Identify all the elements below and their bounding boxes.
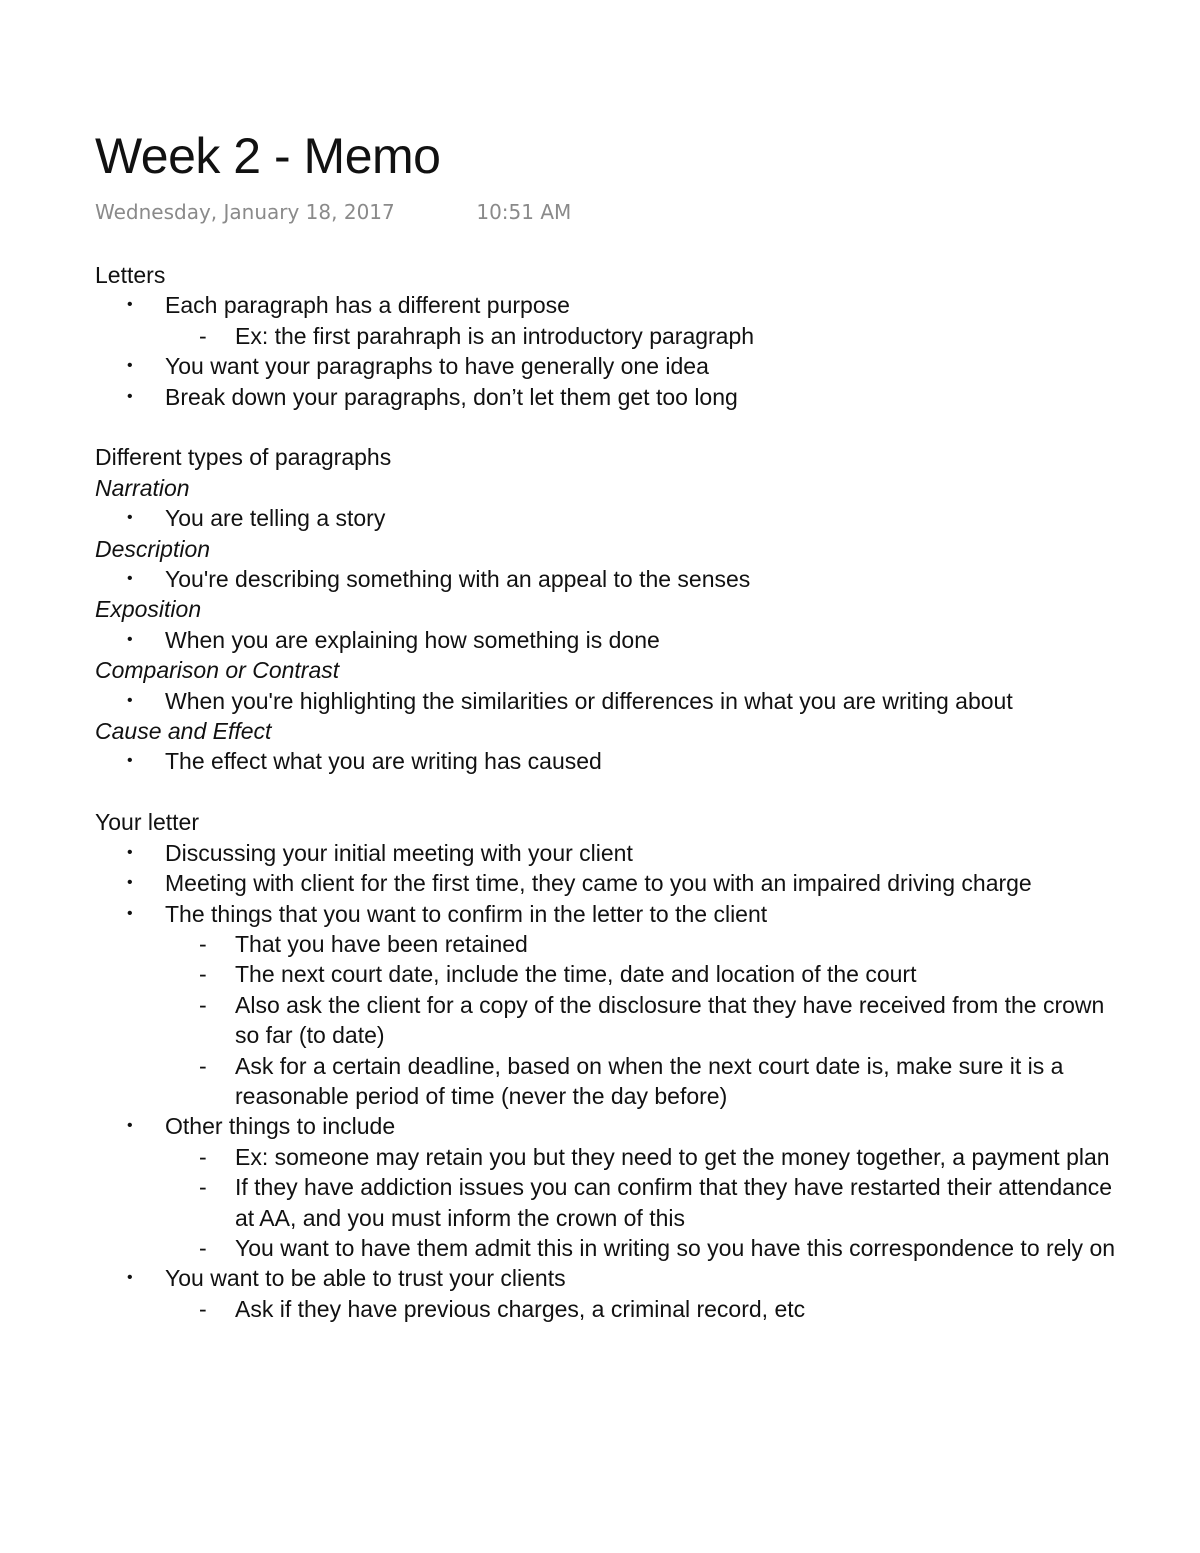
dash-icon: -	[199, 1295, 207, 1322]
sub-list	[165, 321, 1125, 351]
list-item-text: You're describing something with an appeal to the senses	[165, 566, 751, 593]
note-date: Wednesday, January 18, 2017	[95, 200, 395, 224]
subheading-description: Description	[95, 535, 211, 562]
bullet-icon: •	[127, 357, 133, 375]
sub-list-item	[165, 1233, 1125, 1263]
sub-list-item-text: Also ask the client for a copy of the disclosure that they have received from the crown so far (to date)	[235, 991, 1105, 1049]
list-item-text: Meeting with client for the first time, they came to you with an impaired driving charge	[165, 870, 1032, 897]
list-item	[95, 351, 1125, 381]
sub-list-item-text: Ask for a certain deadline, based on when the next court date is, make sure it is a reasonable period of time (never the day before)	[235, 1052, 1064, 1109]
subheading-comparison: Comparison or Contrast	[95, 657, 340, 684]
dash-icon: -	[199, 1234, 207, 1261]
sub-list-item	[165, 959, 1125, 989]
bullet-icon: •	[127, 1269, 133, 1287]
sub-list-item	[165, 1051, 1125, 1112]
your-letter-list	[95, 838, 1125, 1325]
subheading-cause-effect: Cause and Effect	[95, 718, 272, 745]
dash-icon: -	[199, 991, 207, 1018]
list-item	[95, 686, 1125, 716]
description-list	[95, 564, 1125, 594]
section-heading-types: Different types of paragraphs	[95, 444, 392, 471]
sub-list-item-text: The next court date, include the time, date and location of the court	[235, 961, 917, 988]
list-item-text: The effect what you are writing has caused	[165, 748, 602, 775]
list-item	[95, 1263, 1125, 1324]
bullet-icon: •	[127, 1117, 133, 1135]
subheading-narration: Narration	[95, 474, 190, 501]
bullet-icon: •	[127, 630, 133, 648]
bullet-icon: •	[127, 691, 133, 709]
note-time: 10:51 AM	[476, 200, 572, 224]
list-item	[95, 503, 1125, 533]
list-item-text: When you're highlighting the similarities or differences in what you are writing about	[165, 687, 1013, 714]
sub-list-item-text: You want to have them admit this in writing so you have this correspondence to rely on	[235, 1234, 1116, 1261]
list-item	[95, 382, 1125, 412]
sub-list-item-text: That you have been retained	[235, 930, 528, 957]
bullet-icon: •	[127, 509, 133, 527]
bullet-icon: •	[127, 752, 133, 770]
list-item-text: You want to be able to trust your clients	[165, 1265, 566, 1292]
dash-icon: -	[199, 1143, 207, 1170]
dash-icon: -	[199, 1174, 207, 1201]
list-item	[95, 868, 1125, 898]
bullet-icon: •	[127, 874, 133, 892]
spacer	[95, 777, 1125, 807]
sub-list-item-text: Ask if they have previous charges, a criminal record, etc	[235, 1295, 806, 1322]
list-item	[95, 1111, 1125, 1263]
spacer	[95, 412, 1125, 442]
bullet-icon: •	[127, 843, 133, 861]
bullet-icon: •	[127, 570, 133, 588]
list-item-text: The things that you want to confirm in the letter to the client	[165, 900, 768, 927]
sub-list-item-text: If they have addiction issues you can confirm that they have restarted their attendance at AA, and you must inform the crown of this	[235, 1174, 1113, 1231]
sub-list-item	[165, 990, 1125, 1051]
list-item	[95, 838, 1125, 868]
section-heading-letters: Letters	[95, 262, 166, 288]
bullet-icon: •	[127, 296, 133, 314]
list-item	[95, 746, 1125, 776]
letters-list	[95, 290, 1125, 412]
list-item-text: Discussing your initial meeting with your client	[165, 839, 633, 866]
list-item-text: You want your paragraphs to have generally one idea	[165, 353, 709, 380]
list-item	[95, 564, 1125, 594]
narration-list	[95, 503, 1125, 533]
dash-icon: -	[199, 1052, 207, 1079]
sub-list	[165, 929, 1125, 1111]
sub-list	[165, 1142, 1125, 1264]
subheading-exposition: Exposition	[95, 596, 202, 623]
list-item	[95, 899, 1125, 1112]
bullet-icon: •	[127, 387, 133, 405]
cause-effect-list	[95, 746, 1125, 776]
list-item-text: Break down your paragraphs, don’t let them get too long	[165, 383, 738, 410]
dash-icon: -	[199, 930, 207, 957]
list-item-text: Other things to include	[165, 1113, 396, 1140]
note-body	[95, 260, 1125, 1324]
comparison-list	[95, 686, 1125, 716]
sub-list	[165, 1294, 1125, 1324]
section-heading-your-letter: Your letter	[95, 809, 199, 836]
sub-list-item	[165, 321, 1125, 351]
note-page	[95, 128, 1125, 1324]
sub-list-item	[165, 1172, 1125, 1233]
list-item	[95, 290, 1125, 351]
dash-icon: -	[199, 322, 207, 349]
note-timestamp	[95, 198, 1125, 226]
page-title: Week 2 - Memo	[95, 128, 441, 184]
sub-list-item	[165, 1142, 1125, 1172]
list-item	[95, 625, 1125, 655]
list-item-text: When you are explaining how something is done	[165, 626, 660, 653]
sub-list-item-text: Ex: the first parahraph is an introductory paragraph	[235, 322, 755, 349]
list-item-text: You are telling a story	[165, 505, 386, 532]
sub-list-item	[165, 1294, 1125, 1324]
sub-list-item-text: Ex: someone may retain you but they need to get the money together, a payment plan	[235, 1143, 1110, 1170]
sub-list-item	[165, 929, 1125, 959]
exposition-list	[95, 625, 1125, 655]
bullet-icon: •	[127, 904, 133, 922]
list-item-text: Each paragraph has a different purpose	[165, 292, 570, 319]
dash-icon: -	[199, 961, 207, 988]
